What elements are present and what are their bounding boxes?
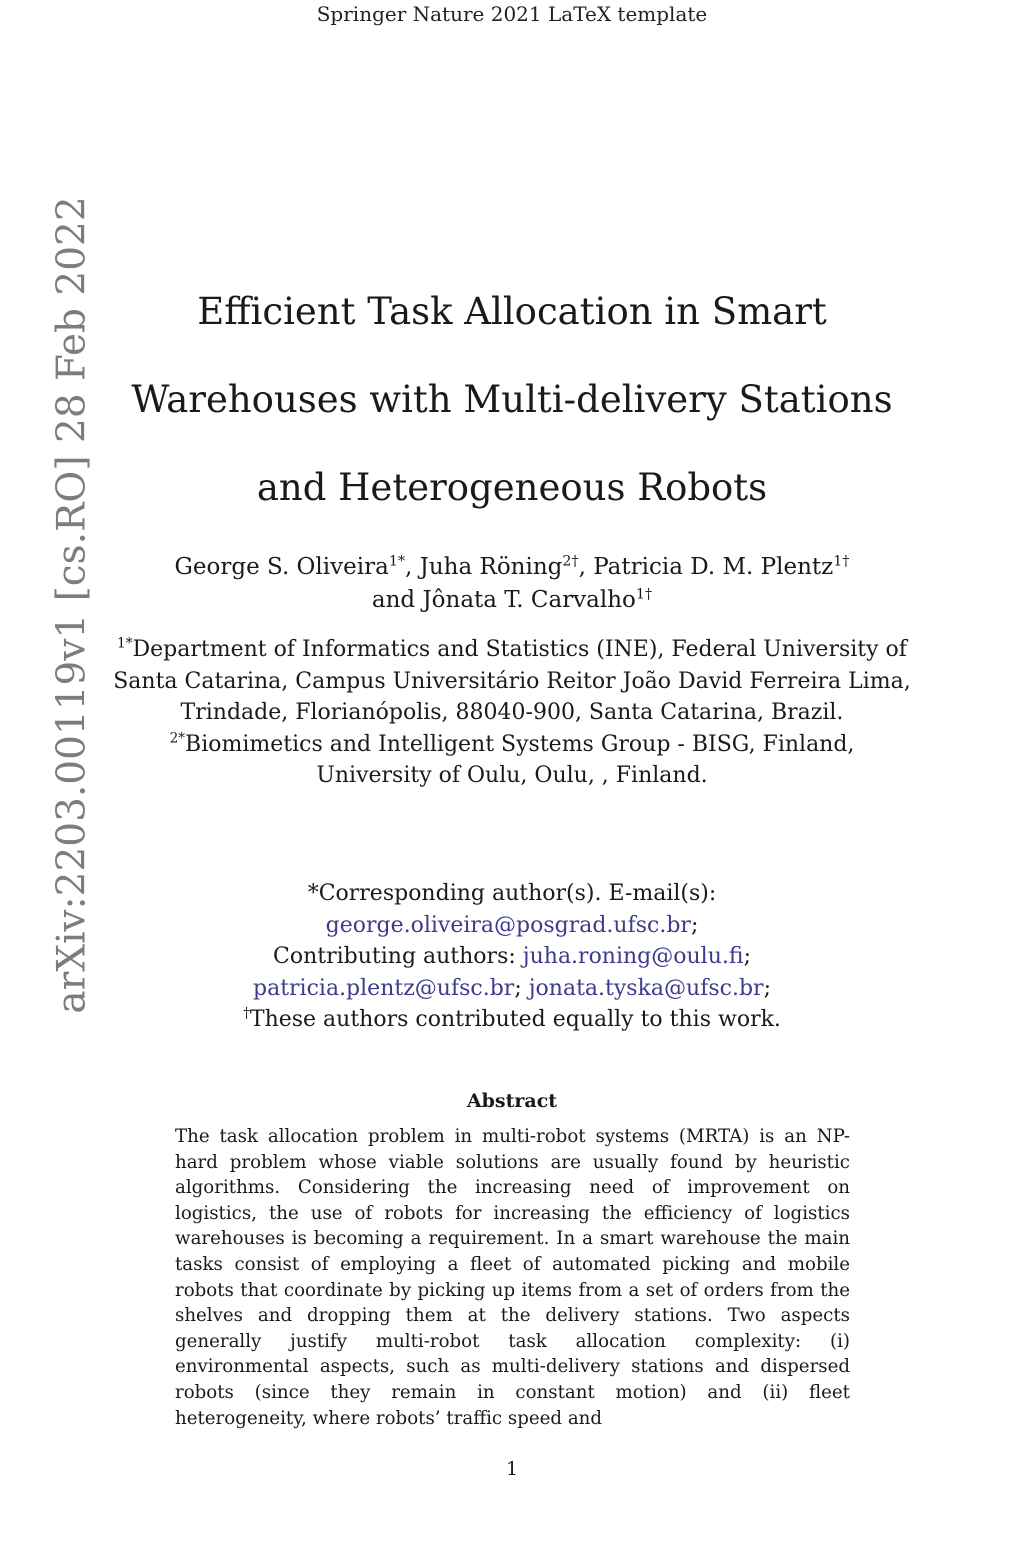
affiliation-item [112, 729, 912, 792]
affiliation-mark: 1* [117, 635, 133, 652]
affiliation-text: Department of Informatics and Statistics (INE), Federal University of Santa Catarina, Campus Universitário Reitor João David Ferreira Lima, Trindade, Florianópolis, 88040-900, Santa Catarina, Brazil. [113, 637, 911, 725]
author-mark: 1† [833, 553, 850, 570]
author-name: George S. Oliveira [174, 554, 389, 580]
page-number: 1 [505, 1458, 519, 1480]
affiliation-text: Biomimetics and Intelligent Systems Group - BISG, Finland, University of Oulu, Oulu, , Finland. [185, 731, 855, 788]
title-line: Efficient Task Allocation in Smart [197, 290, 827, 333]
email-link[interactable]: jonata.tyska@ufsc.br [528, 975, 764, 1001]
title-line: and Heterogeneous Robots [256, 466, 768, 509]
author-name: Jônata T. Carvalho [422, 587, 636, 613]
equal-contribution-note: These authors contributed equally to this work. [249, 1007, 781, 1032]
arxiv-identifier: arXiv:2203.00119v1 [cs.RO] 28 Feb 2022 [49, 196, 95, 1014]
abstract-text: The task allocation problem in multi-robot systems (MRTA) is an NP-hard problem whose viable solutions are usually found by heuristic algorithms. Considering the increasing need of improvement on logistics, the use of robots for increasing the efficiency of logistics warehouses is becoming a requirement. In a smart warehouse the main tasks consist of employing a fleet of automated picking and mobile robots that coordinate by picking up items from a set of orders from the shelves and dropping them at the delivery stations. Two aspects generally justify multi-robot task allocation complexity: (i) environmental aspects, such as multi-delivery stations and dispersed robots (since they remain in constant motion) and (ii) fleet heterogeneity, where robots’ traffic speed and [175, 1126, 850, 1429]
author-mark: 2† [562, 553, 579, 570]
dagger-mark: † [243, 1005, 250, 1022]
affiliations [112, 634, 912, 792]
author-line [112, 584, 912, 617]
contributing-label: Contributing authors: [273, 944, 516, 969]
abstract-heading: Abstract [466, 1090, 558, 1112]
author-mark: 1* [388, 553, 406, 570]
corresponding-email-link[interactable]: george.oliveira@posgrad.ufsc.br [325, 912, 691, 938]
corresponding-label: *Corresponding author(s). E-mail(s): [307, 881, 717, 906]
affiliation-item [112, 634, 912, 729]
author-conjunction: and [371, 587, 416, 613]
author-name: Patricia D. M. Plentz [593, 554, 834, 580]
correspondence-block: *Corresponding author(s). E-mail(s): george.oliveira@posgrad.ufsc.br; Contributing authors: juha.roning@oulu.fi; patricia.plentz@ufsc.br; jonata.tyska@ufsc.br; †These authors contributed equally to this work. [112, 878, 912, 1036]
affiliation-mark: 2* [169, 730, 186, 747]
author-line: George S. Oliveira$^{1*}$, Juha Röning$^{2\dagger}$, Patricia D. M. Plentz$^{1\dagger}$ [174, 553, 850, 580]
author-mark: 1† [635, 586, 653, 603]
author-list [112, 551, 912, 617]
title-line: Warehouses with Multi-delivery Stations [131, 378, 893, 421]
email-link[interactable]: juha.roning@oulu.fi [522, 944, 744, 969]
running-header: Springer Nature 2021 LaTeX template [316, 2, 708, 26]
email-link[interactable]: patricia.plentz@ufsc.br [253, 975, 515, 1001]
paper-title [112, 268, 912, 532]
author-name: Juha Röning [419, 554, 563, 580]
